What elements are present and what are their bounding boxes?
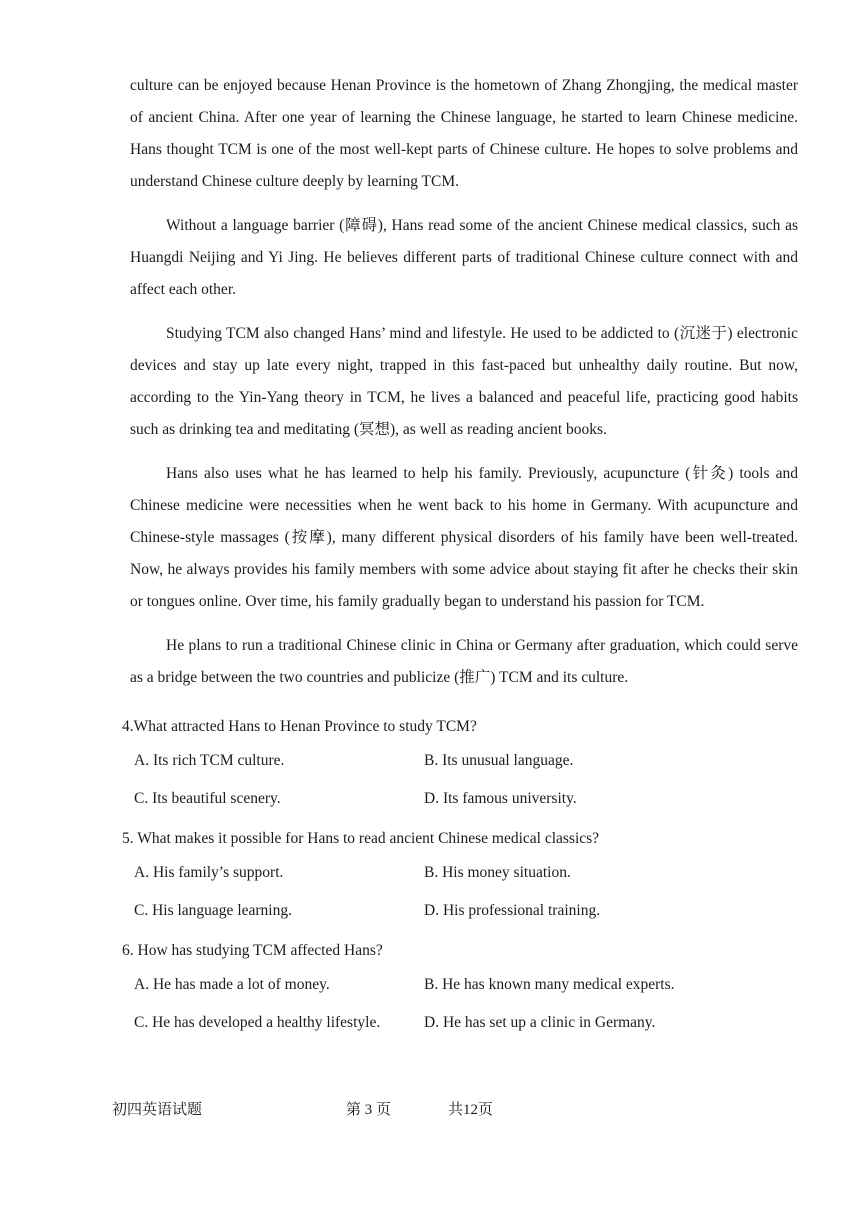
option-c: C. He has developed a healthy lifestyle. [134,1014,381,1031]
question-4 [110,712,790,814]
question-stem: 6. How has studying TCM affected Hans? [122,942,383,959]
option-a: A. His family’s support. [134,864,284,881]
total-pages: 共12页 [448,1102,494,1118]
question-stem: 4.What attracted Hans to Henan Province to study TCM? [122,718,477,735]
question-6 [110,936,790,1038]
passage-paragraph-5: He plans to run a traditional Chinese clinic in China or Germany after graduation, which could serve as a bridge between the two countries and publicize (推广) TCM and its culture. [130,637,798,686]
option-c: C. His language learning. [134,902,292,919]
passage-paragraph-4: Hans also uses what he has learned to help his family. Previously, acupuncture (针灸) tools and Chinese medicine were necessities when he went back to his home in Germany. With acupuncture and Chinese-style massages (按摩), many different physical disorders of his family have been well-treated. Now, he always provides his family members with some advice about staying fit after he checks their skin or tongues online. Over time, his family gradually began to understand his passion for TCM. [130,465,798,610]
passage-paragraph-3: Studying TCM also changed Hans’ mind and lifestyle. He used to be addicted to (沉迷于) electronic devices and stay up late every night, trapped in this fast-paced but unhealthy daily routine. But now, according to the Yin-Yang theory in TCM, he lives a balanced and peaceful life, practicing good habits such as drinking tea and meditating (冥想), as well as reading ancient books. [130,325,798,438]
reading-passage [130,70,798,706]
page-number: 第 3 页 [346,1102,392,1118]
option-b: B. He has known many medical experts. [424,976,675,993]
option-grid [134,970,790,1038]
option-d: D. Its famous university. [424,790,577,807]
question-5 [110,824,790,926]
option-d: D. His professional training. [424,902,601,919]
option-d: D. He has set up a clinic in Germany. [424,1014,656,1031]
option-b: B. His money situation. [424,864,571,881]
option-grid [134,858,790,926]
passage-paragraph-1: culture can be enjoyed because Henan Province is the hometown of Zhang Zhongjing, the medical master of ancient China. After one year of learning the Chinese language, he started to learn Chinese medicine. Hans thought TCM is one of the most well-kept parts of Chinese culture. He hopes to solve problems and understand Chinese culture deeply by learning TCM. [130,77,798,190]
question-list [110,712,790,1048]
option-c: C. Its beautiful scenery. [134,790,281,807]
option-a: A. He has made a lot of money. [134,976,330,993]
exam-title: 初四英语试题 [112,1102,203,1118]
option-a: A. Its rich TCM culture. [134,752,285,769]
passage-paragraph-2: Without a language barrier (障碍), Hans read some of the ancient Chinese medical classics, such as Huangdi Neijing and Yi Jing. He believes different parts of traditional Chinese culture connect with and affect each other. [130,217,798,298]
question-stem: 5. What makes it possible for Hans to read ancient Chinese medical classics? [122,830,600,847]
option-b: B. Its unusual language. [424,752,574,769]
option-grid [134,746,790,814]
